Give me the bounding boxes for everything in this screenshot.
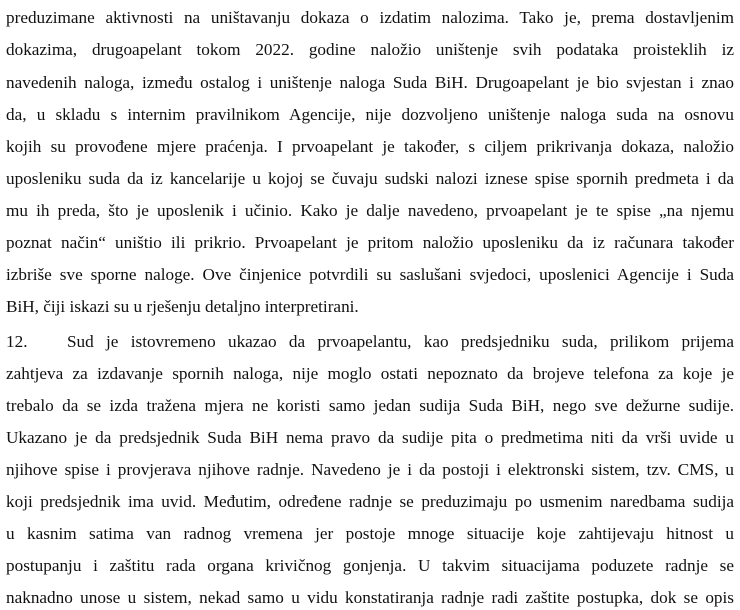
paragraph-line: naknadno unose u sistem, nekad samo u vidu konstatiranja radnje radi zaštite postupka, dok se opis [6,588,734,607]
paragraph-line: mu ih preda, što je uposlenik i učinio. Kako je dalje navedeno, prvoapelant je te spise „na njemu [6,201,734,220]
paragraph-line: postupanju i zaštitu rada organa krivičnog gonjenja. U takvim situacijama poduzete radnje se [6,556,734,575]
paragraph-line: koji predsjednik ima uvid. Međutim, određene radnje se preduzimaju po usmenim naredbama sudija [6,492,734,511]
paragraph-line: uposleniku suda da iz kancelarije u kojoj se čuvaju sudski nalozi iznese spise spornih predmeta i da [6,169,734,188]
paragraph-line: zahtjeva za izdavanje spornih naloga, nije moglo ostati nepoznato da brojeve telefona za koje je [6,364,734,383]
paragraph-line: izbriše sve sporne naloge. Ove činjenice potvrdili su saslušani svjedoci, uposlenici Agencije i Suda [6,265,734,284]
paragraph-line: da, u skladu s internim pravilnikom Agencije, nije dozvoljeno uništenje naloga suda na osnovu [6,105,734,124]
paragraph-line: dokazima, drugoapelant tokom 2022. godine naložio uništenje svih podataka proisteklih iz [6,40,734,59]
paragraph-line: preduzimane aktivnosti na uništavanju dokaza o izdatim nalozima. Tako je, prema dostavljenim [6,8,734,27]
paragraph-line: trebalo da se izda tražena mjera ne koristi samo jedan sudija Suda BiH, nego sve dežurne sudije. [6,396,734,415]
paragraph-line: njihove spise i provjerava njihove radnje. Navedeno je i da postoji i elektronski sistem, tzv. CMS, u [6,460,734,479]
paragraph-line: poznat način“ uništio ili prikrio. Prvoapelant je pritom naložio uposleniku da iz računara također [6,233,734,252]
paragraph-line: Ukazano je da predsjednik Suda BiH nema pravo da sudije pita o predmetima niti da vrši uvide u [6,428,734,447]
paragraph-line: Sud je istovremeno ukazao da prvoapelantu, kao predsjedniku suda, prilikom prijema [67,332,734,351]
paragraph-line: kojih su provođene mjere praćenja. I prvoapelant je također, s ciljem prikrivanja dokaza, naložio [6,137,734,156]
paragraph-line: BiH, čiji iskazi su u rješenju detaljno interpretirani. [6,297,359,316]
paragraph-number: 12. [6,332,28,351]
paragraph-line: u kasnim satima van radnog vremena jer postoje mnoge situacije koje zahtijevaju hitnost u [6,524,734,543]
paragraph-line: navedenih naloga, između ostalog i uništenje naloga Suda BiH. Drugoapelant je bio svjestan i znao [6,73,734,92]
